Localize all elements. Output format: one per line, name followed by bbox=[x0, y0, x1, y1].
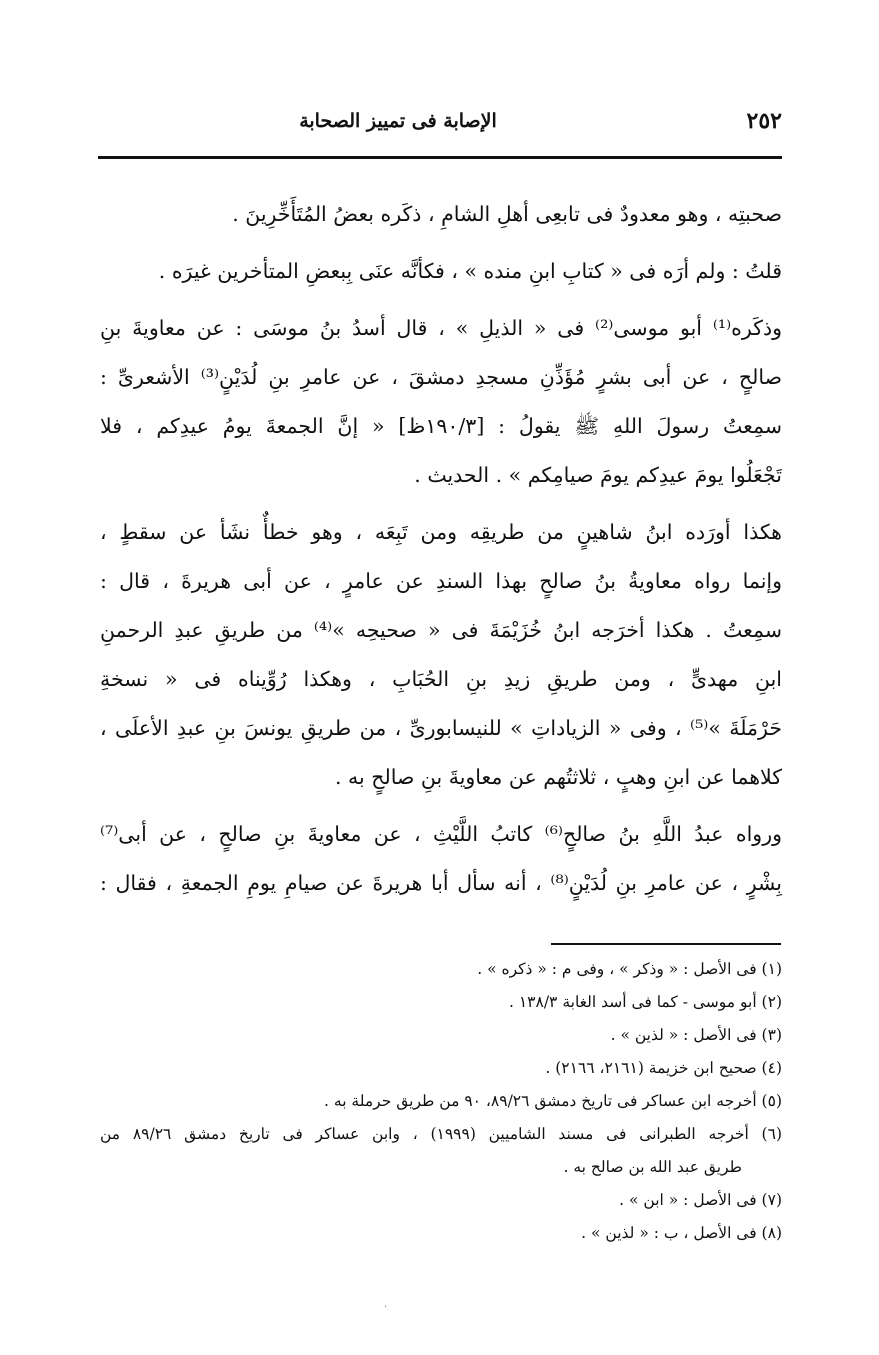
text-line: سمِعتُ . هكذا أخرَجه ابنُ خُزَيْمَةَ فى « صحيحِه »⁽⁴⁾ من طريقِ عبدِ الرحمنِ bbox=[100, 618, 782, 642]
text-line: وذكَره⁽¹⁾ أبو موسى⁽²⁾ فى « الذيلِ » ، قال أسدُ بنُ موسَى : عن معاويةَ بنِ bbox=[100, 316, 782, 340]
text-line: هكذا أورَده ابنُ شاهينٍ من طريقِه ومن تَبِعَه ، وهو خطأٌ نشَأ عن سقطٍ ، bbox=[100, 520, 782, 544]
footnote-continuation: طريق عبد الله بن صالح به . bbox=[563, 1158, 742, 1176]
paragraph bbox=[100, 190, 782, 239]
page-header bbox=[98, 108, 782, 144]
footnote: (١) فى الأصل : « وذكر » ، وفى م : « ذكره » . bbox=[477, 960, 782, 978]
footnote: (٨) فى الأصل ، ب : « لذين » . bbox=[581, 1224, 782, 1242]
text-line: سمِعتُ رسولَ اللهِ ﷺ يقولُ : [١٩٠/٣ظ] « إنَّ الجمعةَ يومُ عيدِكم ، فلا bbox=[100, 414, 782, 438]
scan-speck: · bbox=[384, 1302, 388, 1313]
text-line: كلاهما عن ابنِ وهبٍ ، ثلاثتُهم عن معاويةَ بنِ صالحٍ به . bbox=[334, 765, 782, 789]
text-line: حَرْمَلَةَ »⁽⁵⁾ ، وفى « الزياداتِ » للنيسابورىِّ ، من طريقِ يونسَ بنِ عبدِ الأعلَى ، bbox=[100, 716, 782, 740]
running-title: الإصابة فى تمييز الصحابة bbox=[299, 110, 497, 132]
footnote: (٤) صحيح ابن خزيمة (٢١٦١، ٢١٦٦) . bbox=[545, 1059, 782, 1077]
paragraph bbox=[100, 304, 782, 500]
footnotes bbox=[100, 953, 782, 1250]
main-text bbox=[100, 190, 782, 908]
footnote: (٦) أخرجه الطبرانى فى مسند الشاميين (١٩٩٩) ، وابن عساكر فى تاريخ دمشق ٨٩/٢٦ من bbox=[100, 1125, 782, 1143]
page-number: ٢٥٢ bbox=[746, 108, 782, 134]
paragraph bbox=[100, 508, 782, 802]
text-line: تَجْعَلُوا يومَ عيدِكم يومَ صيامِكم » . الحديث . bbox=[414, 463, 782, 487]
footnote: (٧) فى الأصل : « ابن » . bbox=[619, 1191, 782, 1209]
text-line: صحبتِه ، وهو معدودٌ فى تابعِى أهلِ الشامِ ، ذكَره بعضُ المُتَأَخِّرِينَ . bbox=[232, 202, 782, 226]
text-line: ابنِ مهدىٍّ ، ومن طريقِ زيدِ بنِ الحُبَابِ ، وهكذا رُوِّيناه فى « نسخةِ bbox=[100, 667, 782, 691]
text-line: وإنما رواه معاويةُ بنُ صالحٍ بهذا السندِ عن عامرٍ ، عن أبى هريرةَ ، قال : bbox=[100, 569, 782, 593]
text-line: قلتُ : ولم أرَه فى « كتابِ ابنِ منده » ، فكأنَّه عنَى بِبعضِ المتأخرين غيرَه . bbox=[158, 259, 782, 283]
text-line: بِشْرٍ ، عن عامرِ بنِ لُدَيْنٍ⁽⁸⁾ ، أنه سأل أبا هريرةَ عن صيامِ يومِ الجمعةِ ، فقال : bbox=[100, 871, 782, 895]
paragraph bbox=[100, 247, 782, 296]
text-line: ورواه عبدُ اللَّهِ بنُ صالحٍ⁽⁶⁾ كاتبُ اللَّيْثِ ، عن معاويةَ بنِ صالحٍ ، عن أبى⁽⁷⁾ bbox=[100, 822, 782, 846]
footnote: (٣) فى الأصل : « لذين » . bbox=[610, 1026, 782, 1044]
footnote: (٥) أخرجه ابن عساكر فى تاريخ دمشق ٨٩/٢٦، ٩٠ من طريق حرملة به . bbox=[324, 1092, 782, 1110]
header-rule bbox=[98, 156, 782, 159]
paragraph bbox=[100, 810, 782, 908]
footnote-separator bbox=[551, 943, 781, 945]
footnote: (٢) أبو موسى - كما فى أسد الغابة ١٣٨/٣ . bbox=[509, 993, 782, 1011]
text-line: صالحٍ ، عن أبى بشرٍ مُؤَذِّنِ مسجدِ دمشقَ ، عن عامرِ بنِ لُدَيْنٍ⁽³⁾ الأشعرىِّ : bbox=[100, 365, 782, 389]
